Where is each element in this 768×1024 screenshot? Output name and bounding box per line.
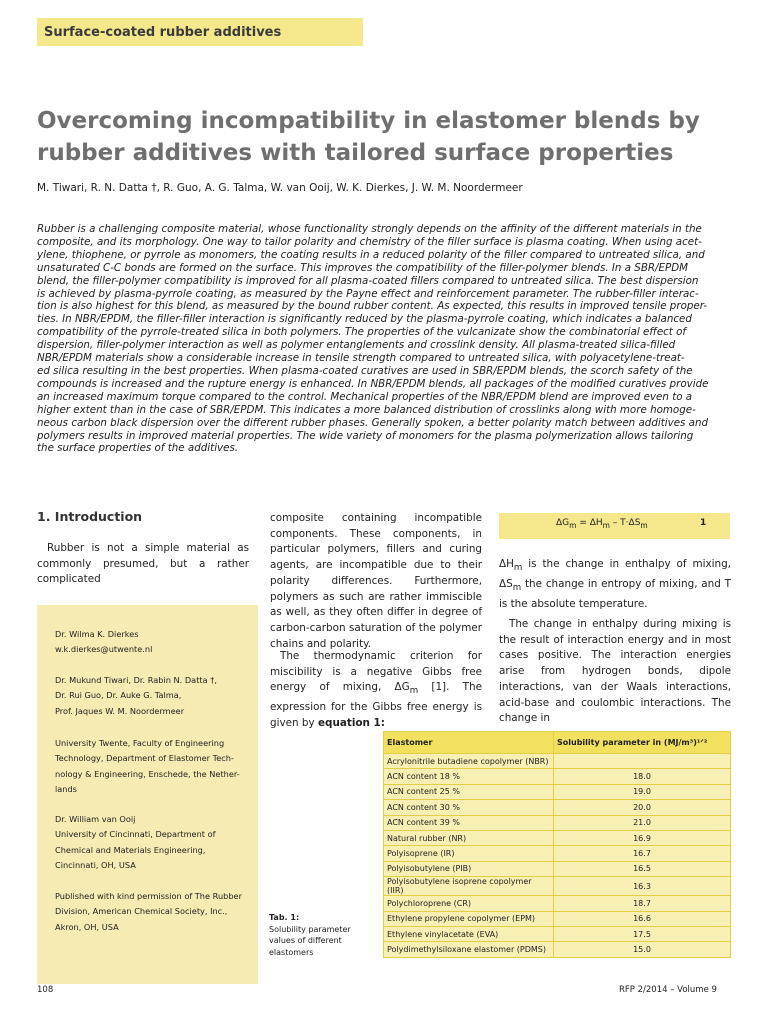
row-value: 16.9 bbox=[554, 830, 731, 845]
page-number: 108 bbox=[37, 985, 54, 995]
permission-line: Division, American Chemical Society, Inc., bbox=[55, 906, 228, 917]
abstract-line: dispersion, filler-polymer interaction as well as polymer entanglements and crosslink density. All plasma-treated silica-filled bbox=[37, 339, 676, 352]
row-name: Ethylene propylene copolymer (EPM) bbox=[384, 911, 554, 926]
affiliation-line: University of Cincinnati, Department of bbox=[55, 829, 216, 840]
table-row bbox=[384, 754, 731, 769]
row-name: Polyisoprene (IR) bbox=[384, 846, 554, 861]
solubility-table bbox=[383, 731, 731, 958]
row-value: 15.0 bbox=[554, 942, 731, 957]
row-value: 17.5 bbox=[554, 926, 731, 941]
row-name: Polychloroprene (CR) bbox=[384, 896, 554, 911]
abstract-line: ylene, thiophene, or pyrrole as monomers, the coating results in a reduced polarity of the filler compared to untreated silica, and bbox=[37, 248, 705, 261]
permission-note bbox=[55, 889, 242, 935]
affiliation-line: lands bbox=[55, 783, 77, 794]
row-value: 16.7 bbox=[554, 846, 731, 861]
abstract bbox=[37, 223, 731, 455]
row-name: Ethylene vinylacetate (EVA) bbox=[384, 926, 554, 941]
affiliation-line: Chemical and Materials Engineering, bbox=[55, 844, 206, 855]
abstract-line: tion is also highest for this blend, as measured by the bound rubber content. As expected, this results in improved tensile proper- bbox=[37, 300, 708, 313]
affiliation-line: Dr. William van Ooij bbox=[55, 814, 136, 824]
abstract-line: the surface properties of the additives. bbox=[37, 442, 239, 455]
row-value: 16.5 bbox=[554, 861, 731, 876]
abstract-line: is achieved by plasma-pyrrole coating, as measured by the Payne effect and reinforcement parameter. The rubber-filler interac- bbox=[37, 287, 699, 300]
table-caption bbox=[269, 912, 359, 958]
coauthor-line: Dr. Mukund Tiwari, Dr. Rabin N. Datta †, bbox=[55, 675, 217, 685]
intro-paragraph-1: Rubber is not a simple material as commonly presumed, but a rather complicated bbox=[37, 542, 249, 586]
row-value: 16.3 bbox=[554, 877, 731, 896]
abstract-line: ed silica resulting in the best properties. When plasma-coated curatives are used in SBR/EPDM blends, the scorch safety of the bbox=[37, 364, 693, 377]
abstract-line: neous carbon black dispersion over the different rubber phases. Generally spoken, a better polarity match between additives and bbox=[37, 416, 709, 429]
row-value: 16.6 bbox=[554, 911, 731, 926]
header-elastomer: Elastomer bbox=[384, 732, 554, 754]
coauthor-line: Dr. Rui Guo, Dr. Auke G. Talma, bbox=[55, 690, 182, 701]
table-row bbox=[384, 815, 731, 830]
table-row bbox=[384, 800, 731, 815]
table-row bbox=[384, 861, 731, 876]
contact-email: w.k.dierkes@utwente.nl bbox=[55, 644, 153, 655]
table-row bbox=[384, 896, 731, 911]
header-solubility: Solubility parameter in (MJ/m³)¹ᐟ² bbox=[554, 732, 731, 754]
row-name: Natural rubber (NR) bbox=[384, 830, 554, 845]
section-tag: Surface-coated rubber additives bbox=[44, 25, 282, 40]
article-title bbox=[37, 105, 737, 169]
row-value: 19.0 bbox=[554, 784, 731, 799]
affiliation-line: Technology, Department of Elastomer Tech- bbox=[55, 753, 234, 764]
table-row bbox=[384, 846, 731, 861]
intro-paragraph-3: The thermodynamic criterion for miscibility is a negative Gibbs free energy of mixing, $\Delta G_m$ [1]. The expression for the Gibbs free energy is given by equation 1: bbox=[270, 650, 482, 729]
row-value bbox=[554, 754, 731, 769]
contact-name: Dr. Wilma K. Dierkes bbox=[55, 629, 139, 639]
author-list: M. Tiwari, R. N. Datta †, R. Guo, A. G. Talma, W. van Ooij, W. K. Dierkes, J. W. M. Noordermeer bbox=[37, 182, 523, 194]
abstract-line: composite, and its morphology. One way to tailor polarity and chemistry of the filler surface is plasma coating. When using acet- bbox=[37, 235, 702, 248]
title-line-1: Overcoming incompatibility in elastomer blends by bbox=[37, 108, 700, 134]
row-name: ACN content 30 % bbox=[384, 800, 554, 815]
row-value: 21.0 bbox=[554, 815, 731, 830]
abstract-line: polymers results in improved material properties. The wide variety of monomers for the plasma polymerization allows tailoring bbox=[37, 429, 694, 442]
section-heading-introduction: 1. Introduction bbox=[37, 509, 143, 524]
row-name: ACN content 25 % bbox=[384, 784, 554, 799]
row-value: 18.7 bbox=[554, 896, 731, 911]
table-row bbox=[384, 926, 731, 941]
table-caption-text: Solubility parameter values of different elastomers bbox=[269, 924, 351, 957]
row-name: Polyisobutylene isoprene copolymer (IIR) bbox=[384, 877, 554, 896]
affiliation-line: Cincinnati, OH, USA bbox=[55, 859, 136, 870]
abstract-line: compounds is increased and the rupture energy is enhanced. In NBR/EPDM blends, all packages of the modified curatives provide bbox=[37, 377, 709, 390]
row-name: Acrylonitrile butadiene copolymer (NBR) bbox=[384, 754, 554, 769]
affiliation-line: nology & Engineering, Enschede, the Nether- bbox=[55, 768, 240, 779]
abstract-line: unsaturated C-C bonds are formed on the surface. This improves the compatibility of the filler-polymer blends. In a SBR/EPDM bbox=[37, 261, 689, 274]
row-name: Polyisobutylene (PIB) bbox=[384, 861, 554, 876]
title-line-2: rubber additives with tailored surface properties bbox=[37, 140, 674, 166]
affiliation-twente bbox=[55, 736, 240, 797]
table-header-row bbox=[384, 732, 731, 754]
intro-paragraph-2: composite containing incompatible components. These components, in particular polymers, fillers and curing agents, are incompatible due to their polarity differences. Furthermore, polymers as such are rather immiscible as well, as they often differ in degree of carbon-carbon saturation of the polymer chains and polarity. bbox=[270, 512, 482, 650]
equation-number: 1 bbox=[700, 518, 707, 528]
table-row bbox=[384, 911, 731, 926]
row-name: ACN content 18 % bbox=[384, 769, 554, 784]
intro-paragraph-4: $\Delta H_m$ is the change in enthalpy of mixing, $\Delta S_m$ the change in entropy of mixing, and T is the absolute temperature. bbox=[499, 558, 731, 610]
equation-1: $\Delta G_m = \Delta H_m - T\cdot\Delta S_m$ bbox=[556, 518, 648, 530]
affiliation-line: University Twente, Faculty of Engineering bbox=[55, 738, 225, 748]
intro-paragraph-5: The change in enthalpy during mixing is the result of interaction energy and in most cases positive. The interaction energies arise from hydrogen bonds, dipole interactions, van der Waals interactions, acid-base and coulombic interactions. The change in bbox=[499, 618, 731, 725]
journal-footer: RFP 2/2014 – Volume 9 bbox=[619, 985, 717, 995]
row-name: ACN content 39 % bbox=[384, 815, 554, 830]
affiliation-cincinnati bbox=[55, 812, 215, 873]
permission-line: Akron, OH, USA bbox=[55, 921, 119, 932]
table-caption-label: Tab. 1: bbox=[269, 913, 300, 922]
row-name: Polydimethylsiloxane elastomer (PDMS) bbox=[384, 942, 554, 957]
coauthor-list bbox=[55, 673, 217, 719]
coauthor-line: Prof. Jaques W. M. Noordermeer bbox=[55, 705, 185, 716]
row-value: 18.0 bbox=[554, 769, 731, 784]
row-value: 20.0 bbox=[554, 800, 731, 815]
abstract-line: Rubber is a challenging composite material, whose functionality strongly depends on the affinity of the different materials in the bbox=[37, 223, 702, 235]
abstract-line: blend, the filler-polymer compatibility is improved for all plasma-coated fillers compared to untreated silica. The best dispersion bbox=[37, 274, 699, 287]
table-row bbox=[384, 942, 731, 957]
abstract-line: ties. In NBR/EPDM, the filler-filler interaction is significantly reduced by the plasma-pyrrole coating, which indicates a balanced bbox=[37, 313, 692, 326]
table-row bbox=[384, 830, 731, 845]
permission-line: Published with kind permission of The Rubber bbox=[55, 891, 242, 901]
contact-author bbox=[55, 627, 152, 658]
table-row bbox=[384, 784, 731, 799]
abstract-line: compatibility of the pyrrole-treated silica in both polymers. The properties of the vulcanizate show the combinatorial effect of bbox=[37, 326, 687, 339]
abstract-line: an increased maximum torque compared to the control. Mechanical properties of the NBR/EPDM blend are improved even to a bbox=[37, 390, 693, 403]
table-row bbox=[384, 769, 731, 784]
abstract-line: NBR/EPDM materials show a considerable increase in tensile strength compared to untreated silica, with polyacetylene-treat- bbox=[37, 352, 685, 365]
table-row bbox=[384, 877, 731, 896]
abstract-line: higher extent than in the case of SBR/EPDM. This indicates a more balanced distribution of crosslinks along with more homoge- bbox=[37, 403, 696, 416]
